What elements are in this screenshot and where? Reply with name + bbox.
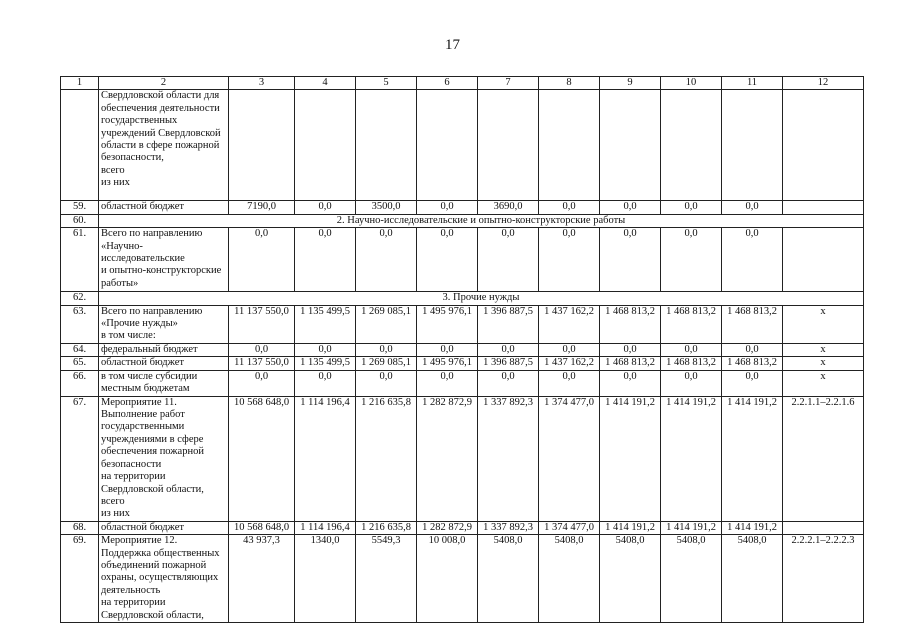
table-cell (229, 90, 295, 201)
table-cell: 1 495 976,1 (417, 357, 478, 370)
table-cell: 5408,0 (539, 535, 600, 623)
target-indicator-cell: 2.2.2.1–2.2.2.3 (783, 535, 864, 623)
row-number: 62. (61, 292, 99, 305)
column-header: 3 (229, 77, 295, 90)
table-cell: 1 282 872,9 (417, 396, 478, 521)
section-title: 2. Научно-исследовательские и опытно-конструкторские работы (99, 214, 864, 227)
table-cell: 0,0 (356, 343, 417, 356)
row-description: Свердловской области для обеспечения деятельности государственных учреждений Свердловской области в сфере пожарной безопасности, всего из них (99, 90, 229, 201)
table-cell: 1 216 635,8 (356, 521, 417, 534)
target-indicator-cell: 2.2.1.1–2.2.1.6 (783, 396, 864, 521)
column-header: 9 (600, 77, 661, 90)
table-cell (722, 90, 783, 201)
table-cell: 1 414 191,2 (600, 396, 661, 521)
row-number: 64. (61, 343, 99, 356)
table-cell: 43 937,3 (229, 535, 295, 623)
target-indicator-cell (783, 201, 864, 214)
target-indicator-cell: x (783, 357, 864, 370)
table-cell (539, 90, 600, 201)
table-cell: 10 568 648,0 (229, 396, 295, 521)
row-description: областной бюджет (99, 521, 229, 534)
table-cell: 3500,0 (356, 201, 417, 214)
table-cell: 0,0 (417, 370, 478, 396)
table-cell: 1 396 887,5 (478, 357, 539, 370)
table-cell: 1 374 477,0 (539, 521, 600, 534)
table-cell: 1 468 813,2 (600, 305, 661, 343)
row-description: в том числе субсидии местным бюджетам (99, 370, 229, 396)
table-cell: 0,0 (600, 228, 661, 292)
table-cell (417, 90, 478, 201)
row-number: 67. (61, 396, 99, 521)
table-cell: 0,0 (417, 343, 478, 356)
row-number: 68. (61, 521, 99, 534)
table-row (61, 370, 864, 396)
table-row (61, 201, 864, 214)
table-cell: 1 414 191,2 (722, 396, 783, 521)
table-cell: 1 414 191,2 (722, 521, 783, 534)
budget-table (60, 76, 864, 623)
table-body (61, 77, 864, 623)
table-cell: 1 337 892,3 (478, 521, 539, 534)
column-header: 11 (722, 77, 783, 90)
table-cell: 7190,0 (229, 201, 295, 214)
row-number (61, 90, 99, 201)
row-number: 59. (61, 201, 99, 214)
column-header: 8 (539, 77, 600, 90)
table-cell: 0,0 (229, 370, 295, 396)
row-description: федеральный бюджет (99, 343, 229, 356)
section-row (61, 214, 864, 227)
table-cell (661, 90, 722, 201)
table-cell: 0,0 (478, 343, 539, 356)
column-header: 7 (478, 77, 539, 90)
table-cell: 1340,0 (295, 535, 356, 623)
column-header: 10 (661, 77, 722, 90)
table-cell: 3690,0 (478, 201, 539, 214)
table-cell (295, 90, 356, 201)
table-cell: 1 337 892,3 (478, 396, 539, 521)
table-cell: 1 135 499,5 (295, 357, 356, 370)
table-cell: 0,0 (539, 370, 600, 396)
table-cell: 1 468 813,2 (661, 305, 722, 343)
table-row (61, 90, 864, 201)
table-cell: 0,0 (661, 228, 722, 292)
table-cell: 1 437 162,2 (539, 305, 600, 343)
table-row (61, 396, 864, 521)
table-cell: 1 282 872,9 (417, 521, 478, 534)
row-description: областной бюджет (99, 357, 229, 370)
table-row (61, 228, 864, 292)
table-cell: 10 568 648,0 (229, 521, 295, 534)
table-cell: 0,0 (417, 201, 478, 214)
table-cell: 5408,0 (478, 535, 539, 623)
table-cell: 0,0 (295, 370, 356, 396)
table-cell: 0,0 (417, 228, 478, 292)
table-cell: 0,0 (722, 370, 783, 396)
table-cell: 5408,0 (722, 535, 783, 623)
table-cell (356, 90, 417, 201)
table-cell: 1 396 887,5 (478, 305, 539, 343)
column-header: 6 (417, 77, 478, 90)
table-cell: 0,0 (600, 370, 661, 396)
row-description: Мероприятие 11. Выполнение работ государственными учреждениями в сфере обеспечения пожарной безопасности на территории Свердловской области, всего из них (99, 396, 229, 521)
row-description: областной бюджет (99, 201, 229, 214)
target-indicator-cell (783, 90, 864, 201)
table-cell: 5408,0 (661, 535, 722, 623)
column-header: 5 (356, 77, 417, 90)
table-cell: 0,0 (478, 370, 539, 396)
column-header: 12 (783, 77, 864, 90)
table-cell: 0,0 (539, 343, 600, 356)
column-header: 4 (295, 77, 356, 90)
target-indicator-cell (783, 228, 864, 292)
table-cell: 0,0 (661, 201, 722, 214)
row-number: 65. (61, 357, 99, 370)
table-row (61, 535, 864, 623)
row-number: 60. (61, 214, 99, 227)
table-cell: 1 114 196,4 (295, 396, 356, 521)
table-cell: 1 216 635,8 (356, 396, 417, 521)
table-cell: 0,0 (722, 228, 783, 292)
table-cell: 1 414 191,2 (661, 521, 722, 534)
table-cell: 0,0 (539, 201, 600, 214)
table-row (61, 343, 864, 356)
target-indicator-cell: x (783, 370, 864, 396)
table-row (61, 305, 864, 343)
column-header: 1 (61, 77, 99, 90)
table-cell: 1 269 085,1 (356, 357, 417, 370)
table-cell: 1 374 477,0 (539, 396, 600, 521)
table-cell (478, 90, 539, 201)
table-cell: 0,0 (661, 343, 722, 356)
table-cell: 1 269 085,1 (356, 305, 417, 343)
table-row (61, 357, 864, 370)
table-cell: 5408,0 (600, 535, 661, 623)
table-cell: 1 414 191,2 (600, 521, 661, 534)
table-cell: 0,0 (539, 228, 600, 292)
table-cell: 1 135 499,5 (295, 305, 356, 343)
table-cell: 0,0 (356, 228, 417, 292)
table-cell: 0,0 (229, 343, 295, 356)
table-cell: 5549,3 (356, 535, 417, 623)
table-cell: 0,0 (295, 228, 356, 292)
row-description: Всего по направлению «Научно-исследовательские и опытно-конструкторские работы» (99, 228, 229, 292)
table-cell: 1 495 976,1 (417, 305, 478, 343)
table-row (61, 521, 864, 534)
page-number: 17 (445, 37, 460, 53)
table-cell: 1 468 813,2 (722, 305, 783, 343)
table-cell: 1 437 162,2 (539, 357, 600, 370)
row-description: Мероприятие 12. Поддержка общественных объединений пожарной охраны, осуществляющих деятельность на территории Свердловской области, (99, 535, 229, 623)
table-cell: 0,0 (229, 228, 295, 292)
table-cell: 1 414 191,2 (661, 396, 722, 521)
target-indicator-cell: x (783, 343, 864, 356)
section-row (61, 292, 864, 305)
table-cell: 0,0 (661, 370, 722, 396)
table-cell: 0,0 (722, 201, 783, 214)
row-number: 61. (61, 228, 99, 292)
row-number: 69. (61, 535, 99, 623)
table-cell: 1 468 813,2 (661, 357, 722, 370)
table-cell: 10 008,0 (417, 535, 478, 623)
table-cell: 0,0 (478, 228, 539, 292)
row-description: Всего по направлению «Прочие нужды» в том числе: (99, 305, 229, 343)
section-title: 3. Прочие нужды (99, 292, 864, 305)
table-cell: 0,0 (600, 201, 661, 214)
header-row (61, 77, 864, 90)
table-cell: 1 468 813,2 (722, 357, 783, 370)
row-number: 63. (61, 305, 99, 343)
row-number: 66. (61, 370, 99, 396)
table-cell: 1 114 196,4 (295, 521, 356, 534)
target-indicator-cell (783, 521, 864, 534)
table-cell: 0,0 (722, 343, 783, 356)
table-cell (600, 90, 661, 201)
table-cell: 0,0 (356, 370, 417, 396)
table-cell: 0,0 (295, 201, 356, 214)
column-header: 2 (99, 77, 229, 90)
table-cell: 11 137 550,0 (229, 305, 295, 343)
table-cell: 11 137 550,0 (229, 357, 295, 370)
table-cell: 0,0 (600, 343, 661, 356)
table-cell: 1 468 813,2 (600, 357, 661, 370)
target-indicator-cell: x (783, 305, 864, 343)
table-cell: 0,0 (295, 343, 356, 356)
